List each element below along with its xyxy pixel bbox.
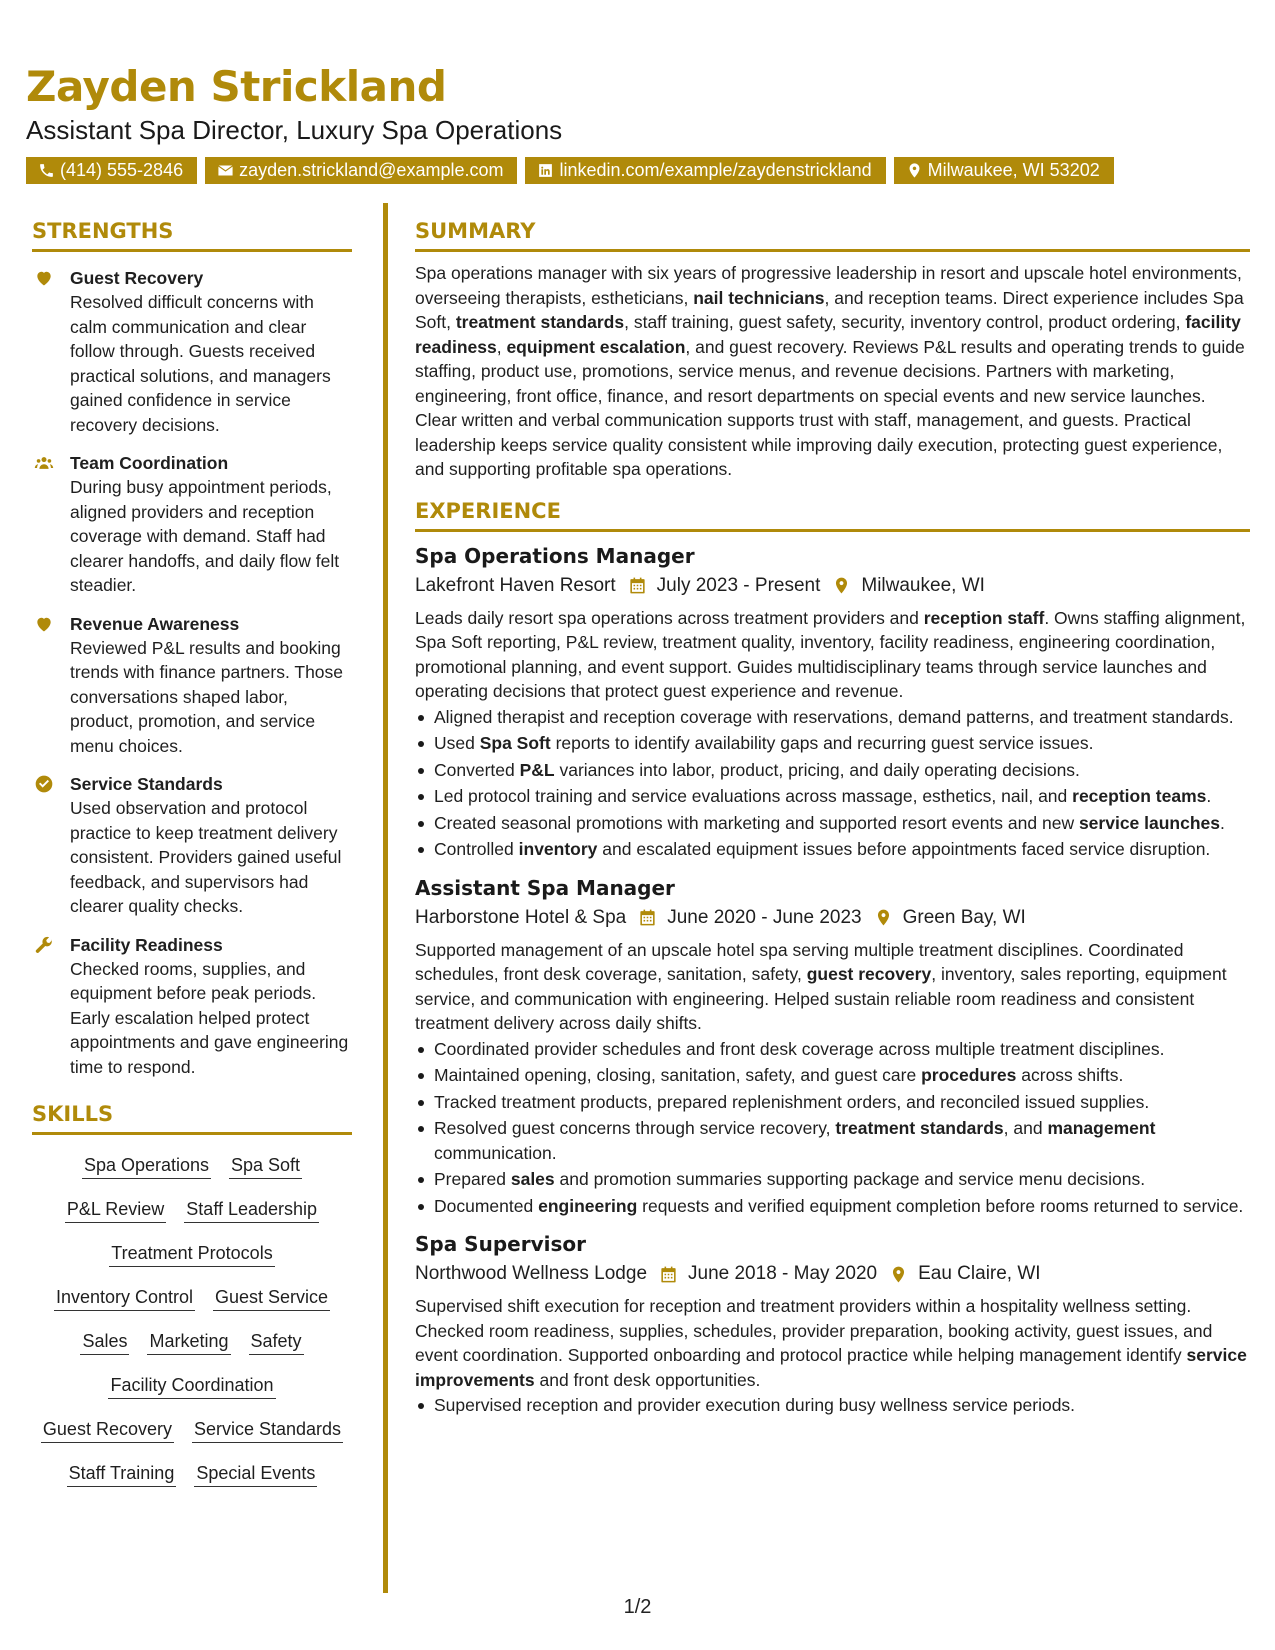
text-run: Documented — [434, 1195, 539, 1216]
job-meta — [415, 1260, 1250, 1288]
text-run: Converted — [434, 759, 520, 780]
right-column — [415, 218, 1250, 1420]
bullet-item — [415, 731, 1250, 756]
bold-phrase: guest recovery — [806, 964, 932, 984]
skill-tag: Marketing — [147, 1329, 230, 1355]
contact-location — [894, 157, 1114, 184]
text-run: Led protocol training and service evaluations across massage, esthetics, nail, and — [434, 786, 1073, 806]
bullet-item — [415, 1167, 1250, 1192]
skill-tag: Treatment Protocols — [109, 1241, 274, 1267]
job-role: Assistant Spa Manager — [415, 875, 675, 900]
skill-tag: Safety — [249, 1329, 304, 1355]
wrench-icon — [34, 935, 54, 955]
strength-title: Service Standards — [70, 774, 223, 794]
text-run: Aligned therapist and reception coverage with reservations, demand patterns, and treatment standards. — [434, 706, 1234, 727]
envelope-icon — [217, 162, 234, 179]
phone-icon — [38, 162, 55, 179]
skill-tag: Sales — [80, 1329, 129, 1355]
bullet-item — [415, 1116, 1250, 1165]
text-run: across shifts. — [1016, 1065, 1124, 1085]
job-role: Spa Supervisor — [415, 1232, 586, 1256]
contact-bar — [26, 157, 1256, 184]
text-run: Spa operations manager with six years of progressive leadership in resort and upscale hotel environments, overseeing therapists, estheticians, — [415, 263, 1242, 308]
text-run: . — [1220, 812, 1225, 833]
skill-tag: Inventory Control — [54, 1285, 195, 1311]
bullet-item — [415, 784, 1250, 809]
strength-description: Checked rooms, supplies, and equipment before peak periods. Early escalation helped protect appointments and gave engineering time to respond. — [70, 958, 349, 1077]
job-dates: June 2018 - May 2020 — [688, 1263, 878, 1284]
strength-item — [32, 772, 352, 919]
bold-phrase: reception staff — [923, 607, 1045, 628]
bold-phrase: P&L — [519, 759, 555, 780]
bullet-item — [415, 1393, 1250, 1418]
heart-icon — [34, 614, 54, 634]
skill-tag: Spa Operations — [82, 1153, 211, 1179]
bold-phrase: nail technicians — [693, 287, 825, 308]
job-location: Milwaukee, WI — [861, 574, 985, 596]
skill-tag: Spa Soft — [229, 1153, 302, 1179]
email-text: zayden.strickland@example.com — [239, 160, 504, 180]
text-run: variances into labor, product, pricing, and daily operating decisions. — [554, 759, 1080, 780]
text-run: , inventory, sales reporting, equipment service, and communication with engineering. Helped sustain reliable room readiness and consistent treatment delivery across daily shifts. — [415, 964, 1227, 1033]
text-run: Used — [434, 733, 480, 753]
strength-title: Revenue Awareness — [70, 613, 240, 634]
bold-phrase: reception teams — [1072, 786, 1207, 806]
skill-tag: P&L Review — [65, 1197, 166, 1223]
bold-phrase: service launches — [1078, 812, 1221, 833]
skill-tag: Guest Recovery — [41, 1417, 174, 1443]
text-run: Resolved guest concerns through service recovery, — [434, 1118, 836, 1138]
summary-text — [415, 261, 1250, 482]
strength-description: Resolved difficult concerns with calm communication and clear follow through. Guests received practical solutions, and managers gained confidence in service recovery decisions. — [70, 292, 331, 435]
skill-row — [80, 1329, 303, 1355]
job-location: Eau Claire, WI — [918, 1263, 1041, 1284]
bold-phrase: sales — [510, 1169, 555, 1189]
contact-linkedin[interactable] — [525, 157, 885, 184]
text-run: Leads daily resort spa operations across treatment providers and — [415, 607, 924, 628]
location-text: Milwaukee, WI 53202 — [927, 160, 1100, 180]
experience-heading: EXPERIENCE — [415, 498, 1250, 532]
linkedin-text: linkedin.com/example/zaydenstrickland — [559, 160, 872, 180]
skill-row — [108, 1373, 275, 1399]
text-run: Supported management of an upscale hotel spa serving multiple treatment disciplines. Coordinated schedules, front desk coverage, sanitation, safety, — [415, 939, 1184, 984]
skill-tag: Guest Service — [213, 1285, 330, 1311]
job-bullets — [415, 705, 1250, 862]
job-meta — [415, 904, 1250, 932]
strength-item — [32, 612, 352, 759]
calendar-icon — [638, 908, 657, 927]
skill-row — [65, 1197, 319, 1223]
candidate-headline: Assistant Spa Director, Luxury Spa Operations — [26, 115, 563, 145]
text-run: Maintained opening, closing, sanitation, safety, and guest care — [434, 1065, 922, 1085]
text-run: Supervised reception and provider execution during busy wellness service periods. — [434, 1395, 1076, 1415]
skill-tag: Staff Leadership — [184, 1197, 319, 1223]
strength-title: Team Coordination — [70, 453, 229, 473]
job-dates: June 2020 - June 2023 — [667, 906, 862, 928]
job-location: Green Bay, WI — [902, 906, 1026, 928]
bold-phrase: facility readiness — [415, 312, 1241, 357]
candidate-name: Zayden Strickland — [26, 62, 447, 111]
text-run: , and reception teams. Direct experience includes Spa Soft, — [415, 287, 1244, 332]
strength-title: Facility Readiness — [70, 934, 223, 955]
text-run: requests and verified equipment completion before rooms returned to service. — [637, 1195, 1244, 1216]
skill-tag: Special Events — [194, 1461, 317, 1487]
summary-heading: SUMMARY — [415, 218, 1250, 252]
job-company: Lakefront Haven Resort — [415, 574, 616, 596]
job-description — [415, 938, 1250, 1036]
text-run: . Owns staffing alignment, Spa Soft reporting, P&L review, treatment quality, inventory, facility readiness, engineering coordination, promotional planning, and event support. Guides multidisciplinary teams through service launches and operating decisions that protect guest experience and revenue. — [415, 607, 1246, 701]
map-pin-icon — [906, 162, 923, 179]
skill-tag: Staff Training — [67, 1461, 177, 1487]
skills-list — [32, 1153, 352, 1487]
job-company: Harborstone Hotel & Spa — [415, 906, 627, 928]
job-description — [415, 1294, 1250, 1392]
bold-phrase: Spa Soft — [479, 733, 551, 753]
skill-tag: Service Standards — [192, 1417, 343, 1443]
job-bullets — [415, 1037, 1250, 1219]
calendar-icon — [659, 1265, 678, 1284]
skill-row — [67, 1461, 318, 1487]
bullet-item — [415, 1194, 1250, 1219]
page-indicator: 1/2 — [623, 1596, 652, 1618]
text-run: and escalated equipment issues before appointments faced service disruption. — [597, 839, 1211, 859]
bold-phrase: equipment escalation — [506, 336, 686, 357]
strength-item — [32, 451, 352, 598]
bold-phrase: engineering — [538, 1195, 638, 1216]
job-role: Spa Operations Manager — [415, 543, 695, 568]
job-company: Northwood Wellness Lodge — [415, 1263, 648, 1284]
strength-description: Reviewed P&L results and booking trends with finance partners. Those conversations shaped labor, product, promotion, and service menu choices. — [70, 637, 344, 756]
skill-tag: Facility Coordination — [108, 1373, 275, 1399]
bold-phrase: inventory — [518, 839, 598, 859]
job-bullets — [415, 1393, 1250, 1418]
map-pin-icon — [889, 1265, 908, 1284]
bold-phrase: management — [1047, 1118, 1156, 1138]
bullet-item — [415, 1063, 1250, 1088]
bold-phrase: treatment standards — [455, 312, 625, 332]
text-run: , and guest recovery. Reviews P&L results and operating trends to guide staffing, product use, promotions, service menus, and revenue decisions. Partners with marketing, engineering, front office, finance, and resort departments on special events and new service launches. Clear written and verbal communication supports trust with staff, management, and guests. Practical leadership keeps service quality consistent while improving daily execution, protecting guest experience, and supporting profitable spa operations. — [415, 336, 1245, 479]
text-run: , and — [1003, 1118, 1048, 1138]
text-run: , staff training, guest safety, security, inventory control, product ordering, — [624, 312, 1186, 332]
map-pin-icon — [874, 908, 893, 927]
skill-row — [54, 1285, 330, 1311]
text-run: . — [1206, 786, 1212, 806]
linkedin-icon — [537, 162, 554, 179]
text-run: Coordinated provider schedules and front desk coverage across multiple treatment disciplines. — [434, 1038, 1165, 1059]
text-run: reports to identify availability gaps and recurring guest service issues. — [550, 733, 1094, 753]
strengths-list — [32, 266, 352, 1079]
strength-title: Guest Recovery — [70, 268, 204, 288]
bullet-item — [415, 837, 1250, 862]
job-entry — [415, 1230, 1250, 1418]
phone-text: (414) 555-2846 — [60, 160, 184, 180]
left-column — [32, 218, 352, 1487]
heart-icon — [34, 268, 54, 288]
text-run: Created seasonal promotions with marketing and supported resort events and new — [434, 812, 1079, 833]
bullet-item — [415, 705, 1250, 730]
text-run: communication. — [434, 1142, 557, 1163]
text-run: Supervised shift execution for reception and treatment providers within a hospitality wellness setting. Checked room readiness, supplies, schedules, provider preparation, booking activity, guest issues, and event coordination. Supported onboarding and protocol practice while helping management identify — [415, 1296, 1213, 1365]
contact-phone[interactable] — [26, 157, 197, 184]
check-circle-icon — [34, 774, 54, 794]
text-run: and promotion summaries supporting package and service menu decisions. — [554, 1169, 1146, 1189]
bullet-item — [415, 811, 1250, 836]
strengths-heading: STRENGTHS — [32, 218, 352, 252]
bold-phrase: treatment standards — [835, 1118, 1004, 1138]
column-divider — [383, 203, 388, 1593]
skill-row — [109, 1241, 274, 1267]
bullet-item — [415, 758, 1250, 783]
map-pin-icon — [832, 576, 851, 595]
text-run: Controlled — [434, 839, 519, 859]
resume-header — [26, 62, 1256, 184]
bullet-item — [415, 1037, 1250, 1062]
job-dates: July 2023 - Present — [656, 574, 821, 596]
strength-description: During busy appointment periods, aligned providers and reception coverage with demand. Staff had clearer handoffs, and daily flow felt steadier. — [70, 477, 340, 595]
bullet-item — [415, 1090, 1250, 1115]
strength-item — [32, 266, 352, 437]
job-entry — [415, 874, 1250, 1219]
strength-item — [32, 933, 352, 1080]
contact-email[interactable] — [205, 157, 517, 184]
bold-phrase: service improvements — [415, 1345, 1247, 1390]
skill-row — [82, 1153, 302, 1179]
experience-list — [415, 542, 1250, 1418]
job-meta — [415, 572, 1250, 600]
strength-description: Used observation and protocol practice to keep treatment delivery consistent. Providers gained useful feedback, and supervisors had clearer quality checks. — [70, 798, 342, 916]
skill-row — [41, 1417, 343, 1443]
users-icon — [34, 453, 54, 473]
text-run: Prepared — [434, 1169, 511, 1189]
text-run: , — [496, 336, 507, 357]
text-run: and front desk opportunities. — [534, 1369, 761, 1390]
calendar-icon — [628, 576, 647, 595]
text-run: Tracked treatment products, prepared replenishment orders, and reconciled issued supplies. — [434, 1091, 1150, 1112]
job-entry — [415, 542, 1250, 862]
job-description — [415, 606, 1250, 704]
bold-phrase: procedures — [921, 1065, 1017, 1085]
skills-heading: SKILLS — [32, 1101, 352, 1135]
